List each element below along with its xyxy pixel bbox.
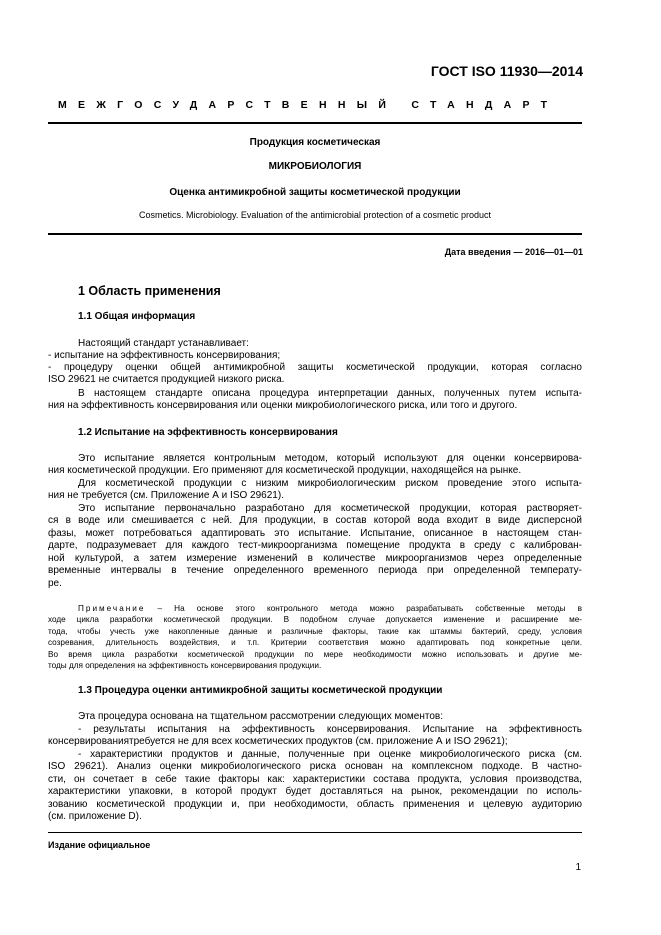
note-text: – На основе этого контрольного метода можно разрабатывать собственные методы в	[157, 604, 582, 613]
text-line: ре.	[48, 578, 62, 589]
page-number: 1	[575, 862, 581, 873]
subsection-heading: 1.3 Процедура оценки антимикробной защиты косметической продукции	[78, 685, 443, 696]
gost-number: ГОСТ ISO 11930—2014	[430, 63, 583, 79]
text-line: Это испытание является контрольным методом, который используют для оценки консервирова-	[78, 453, 582, 464]
document-title: Оценка антимикробной защиты косметической продукции	[169, 187, 461, 198]
text-line: Это испытание первоначально разработано для косметической продукции, которая растворяет-	[78, 503, 582, 514]
section-heading: 1 Область применения	[78, 284, 221, 298]
text-line: консервированиятребуется не для всех косметических продуктов (см. приложение А и ISO 29621);	[48, 736, 508, 747]
text-line: зованию косметической продукции и, при необходимости, область применения и целевую аудиторию	[48, 799, 582, 810]
note-label: Примечание	[78, 604, 146, 613]
note-line: ходе цикла разработки косметической продукции. В подобном случае допускается изменение и расширение ме-	[48, 615, 582, 624]
subsection-heading: 1.1 Общая информация	[78, 311, 196, 322]
top-rule	[48, 122, 582, 124]
text-line: - результаты испытания на эффективность консервирования. Испытание на эффективность	[78, 724, 582, 735]
text-line: ISO 29621). Анализ оценки микробиологического риска основан на комплексном подходе. В частно-	[48, 761, 582, 772]
title-rule	[48, 233, 582, 235]
interstate-standard-label: МЕЖГОСУДАРСТВЕННЫЙ СТАНДАРТ	[58, 99, 559, 111]
footer-rule	[48, 832, 582, 833]
text-line: фазы, может потребоваться адаптировать это испытание. Испытание, описанное в настоящем стан-	[48, 528, 582, 539]
document-title-en: Cosmetics. Microbiology. Evaluation of the antimicrobial protection of a cosmetic product	[139, 210, 491, 220]
note-line: тоды для определения на эффективность консервирования продукции.	[48, 661, 322, 670]
text-line: Для косметической продукции с низким микробиологическим риском проведение этого испыта-	[78, 478, 582, 489]
discipline: МИКРОБИОЛОГИЯ	[268, 161, 362, 172]
product-group: Продукция косметическая	[249, 137, 381, 148]
text-line: ISO 29621 не считается продукцией низкого риска.	[48, 374, 285, 385]
note-line: Во время цикла разработки косметической продукции по мере необходимости можно использовать и другие ме-	[48, 650, 582, 659]
introduction-date	[445, 247, 583, 257]
note-line: созревания, длительность воздействия, и т.п. Критерии соответствия можно адаптировать под конкретные цели.	[48, 638, 582, 647]
text-line: характеристики упаковки, в которой продукт будет доставляться на рынок, рекомендации по исполь-	[48, 786, 582, 797]
text-line: - характеристики продуктов и данные, полученные при оценке микробиологического риска (см.	[78, 749, 582, 760]
text-line: временные интервалы в течение определенного временного периода при определенной температу-	[48, 565, 582, 576]
note-line	[78, 604, 582, 614]
text-line: В настоящем стандарте описана процедура интерпретации данных, полученных путем испыта-	[78, 388, 582, 399]
text-line: ния не требуется (см. Приложение А и ISO 29621).	[48, 490, 284, 501]
text-line: Эта процедура основана на тщательном рассмотрении следующих моментов:	[78, 711, 444, 722]
date-label: Дата введения	[444, 247, 511, 257]
text-line: ной культурой, а затем измерение изменений в количестве микроорганизмов через определенные	[48, 553, 582, 564]
text-line: - процедуру оценки общей антимикробной защиты косметической продукции, которая согласно	[48, 362, 582, 373]
text-line: сти, он сочетает в себе такие факторы как: характеристики состава продукта, условия производства,	[48, 774, 582, 785]
edition-label: Издание официальное	[48, 840, 151, 850]
text-line: (см. приложение D).	[48, 811, 142, 822]
text-line: ния косметической продукции. Его применяют для косметической продукции, находящейся на рынке.	[48, 465, 522, 476]
note-line: тода, чтобы учесть уже накопленные данные и различные факторы, такие как штаммы бактерий, среду, условия	[48, 627, 582, 636]
date-value: — 2016—01—01	[513, 247, 583, 257]
subsection-heading: 1.2 Испытание на эффективность консервирования	[78, 427, 338, 438]
text-line: ния на эффективность консервирования или оценки микробиологического риска, или того и другого.	[48, 400, 518, 411]
text-line: дарте, подразумевает для каждого тест-микроорганизма помещение продукта в среду с калиброван-	[48, 540, 582, 551]
text-line: Настоящий стандарт устанавливает:	[78, 338, 249, 349]
text-line: - испытание на эффективность консервирования;	[48, 350, 281, 361]
text-line: ся в воде или смешивается с ней. Для продукции, в состав которой вода входит в виде дисперсной	[48, 515, 582, 526]
